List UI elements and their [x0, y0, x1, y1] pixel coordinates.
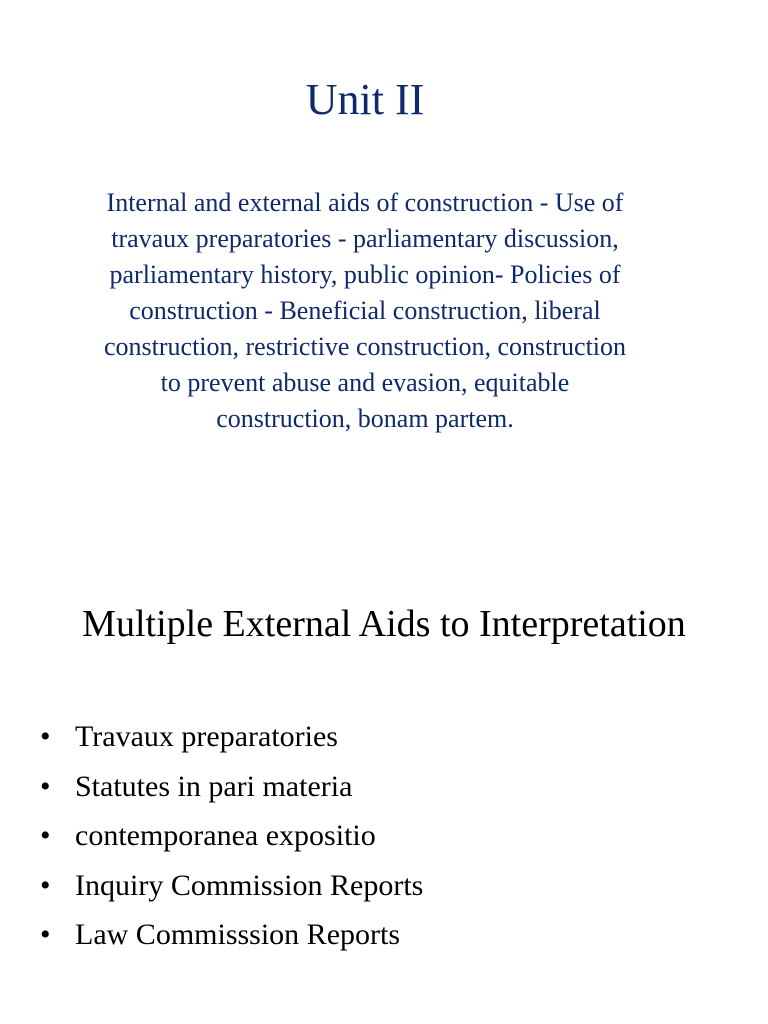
bullet-icon: • — [40, 819, 51, 852]
list-item-text: Statutes in pari materia — [75, 769, 353, 803]
slide-title: Unit II — [305, 75, 425, 124]
bullet-icon: • — [40, 868, 51, 902]
slide-external-aids — [0, 590, 768, 1010]
list-item-text: contemporanea expositio — [75, 819, 376, 852]
slide-title: Multiple External Aids to Interpretation — [82, 603, 686, 645]
list-item-text: Travaux preparatories — [75, 720, 338, 753]
list-item — [40, 712, 423, 762]
list-item — [40, 910, 423, 960]
bullet-icon: • — [40, 769, 51, 803]
list-item-text: Inquiry Commission Reports — [75, 868, 424, 902]
bullet-icon: • — [40, 918, 51, 951]
bullet-icon: • — [40, 720, 51, 753]
list-item-text: Law Commisssion Reports — [75, 918, 401, 951]
list-item — [40, 762, 423, 812]
list-item — [40, 811, 423, 861]
slide-description: Internal and external aids of construction - Use of travaux preparatories - parliamentary discussion, parliamentary history, public opinion- Policies of construction - Beneficial construction, liberal construction, restrictive construction, construction to prevent abuse and evasion, equitable construction, bonam partem. — [103, 188, 627, 433]
list-item — [40, 861, 423, 911]
bullet-list — [40, 712, 423, 960]
